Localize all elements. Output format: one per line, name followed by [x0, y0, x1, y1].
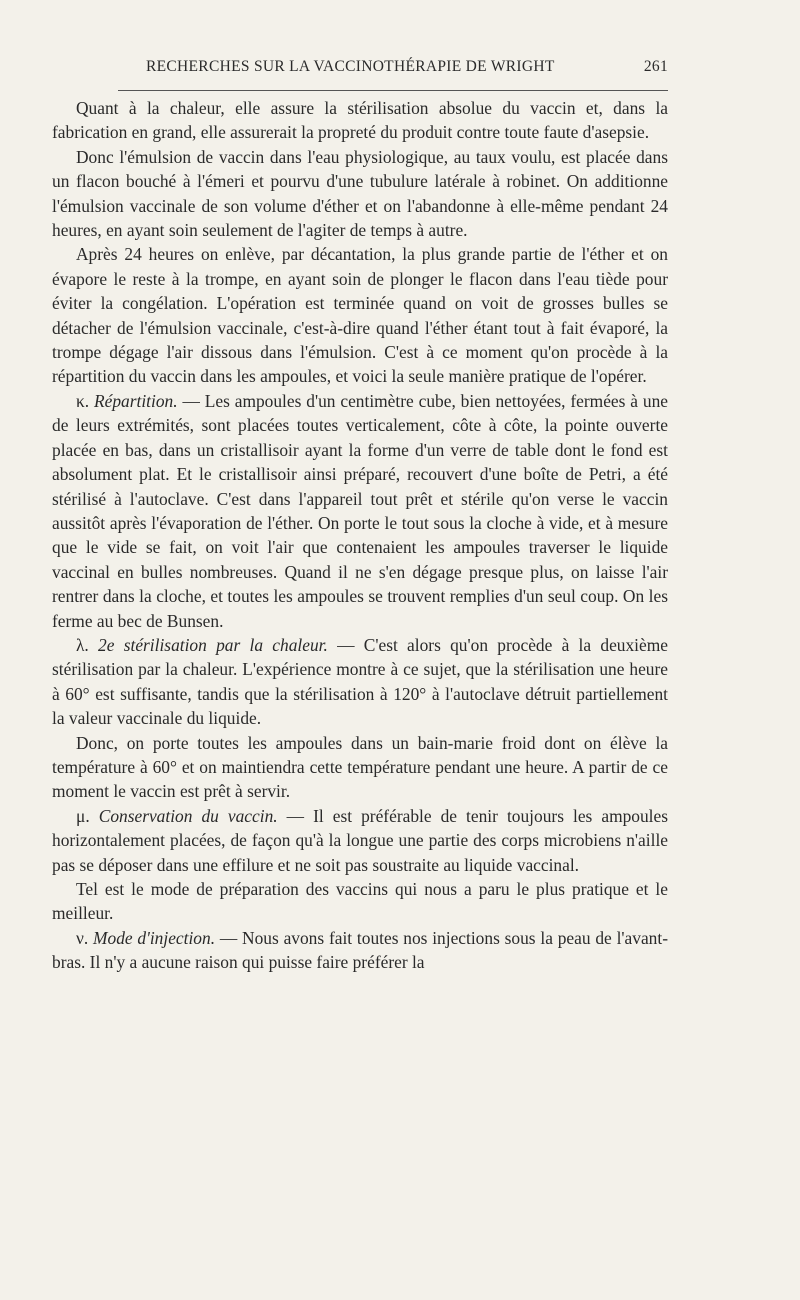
section-title: Répartition. [94, 390, 178, 411]
section-marker: ν. [76, 927, 89, 948]
running-title: RECHERCHES SUR LA VACCINOTHÉRAPIE DE WRIGHT [146, 58, 555, 75]
page-number: 261 [643, 58, 668, 75]
section-marker: κ. [76, 390, 90, 411]
paragraph: κ. Répartition. — Les ampoules d'un centimètre cube, bien nettoyées, fermées à une de leurs extrémités, sont placées toutes verticalement, côte à côte, la pointe ouverte placée en bas, dans un cristallisoir ayant la forme d'un verre de table dont le fond est absolument plat. Et le cristallisoir ainsi préparé, recouvert d'une boîte de Petri, a été stérilisé à l'autoclave. C'est dans l'appareil tout prêt et stérile qu'on verse le vaccin aussitôt après l'évaporation de l'éther. On porte le tout sous la cloche à vide, et à mesure que le vide se fait, on voit l'air que contenaient les ampoules traverser le liquide vaccinal en bulles nombreuses. Quand il ne s'en dégage presque plus, on laisse l'air rentrer dans la cloche, et toutes les ampoules se trouvent remplies d'un seul coup. On les ferme au bec de Bunsen. [52, 390, 669, 631]
paragraph: Donc l'émulsion de vaccin dans l'eau physiologique, au taux voulu, est placée dans un flacon bouché à l'émeri et pourvu d'une tubulure latérale à robinet. On additionne l'émulsion vaccinale de son volume d'éther et on l'abandonne à elle-même pendant 24 heures, en ayant soin seulement de l'agiter de temps à autre. [52, 146, 668, 241]
paragraph: ν. Mode d'injection. — Nous avons fait toutes nos injections sous la peau de l'avant-bras. Il n'y a aucune raison qui puisse faire préférer la [52, 927, 668, 973]
section-title: 2e stérilisation par la chaleur. [98, 634, 328, 655]
header-rule [118, 90, 668, 91]
paragraph: Quant à la chaleur, elle assure la stérilisation absolue du vaccin et, dans la fabrication en grand, elle assurerait la propreté du produit contre toute faute d'asepsie. [52, 98, 668, 143]
paragraph: λ. 2e stérilisation par la chaleur. — C'est alors qu'on procède à la deuxième stérilisation par la chaleur. L'expérience montre à ce sujet, que la stérilisation une heure à 60° est suffisante, tandis que la stérilisation à 120° à l'autoclave détruit partiellement la valeur vaccinale du liquide. [52, 634, 668, 729]
paragraph: Après 24 heures on enlève, par décantation, la plus grande partie de l'éther et on évapore le reste à la trompe, en ayant soin de plonger le flacon dans l'eau tiède pour éviter la congélation. L'opération est terminée quand on voit de grosses bulles se détacher de l'émulsion vaccinale, c'est-à-dire quand l'éther étant tout à fait évaporé, la trompe dégage l'air dissous dans l'émulsion. C'est à ce moment qu'on procède à la répartition du vaccin dans les ampoules, et voici la seule manière pratique de l'opérer. [52, 244, 668, 387]
section-marker: μ. [76, 805, 90, 826]
paragraph: Tel est le mode de préparation des vaccins qui nous a paru le plus pratique et le meilleur. [52, 879, 668, 924]
paragraph: Donc, on porte toutes les ampoules dans un bain-marie froid dont on élève la température à 60° et on maintiendra cette température pendant une heure. A partir de ce moment le vaccin est prêt à servir. [52, 732, 668, 802]
section-title: Mode d'injection. [93, 927, 216, 948]
paragraph: μ. Conservation du vaccin. — Il est préférable de tenir toujours les ampoules horizontalement placées, de façon qu'à la longue une partie des corps microbiens n'aille pas se déposer dans une effilure et ne soit pas soustraite au liquide vaccinal. [52, 805, 668, 875]
section-title: Conservation du vaccin. [98, 805, 278, 826]
section-marker: λ. [76, 634, 89, 655]
running-header [52, 58, 668, 80]
body-text [52, 96, 668, 975]
